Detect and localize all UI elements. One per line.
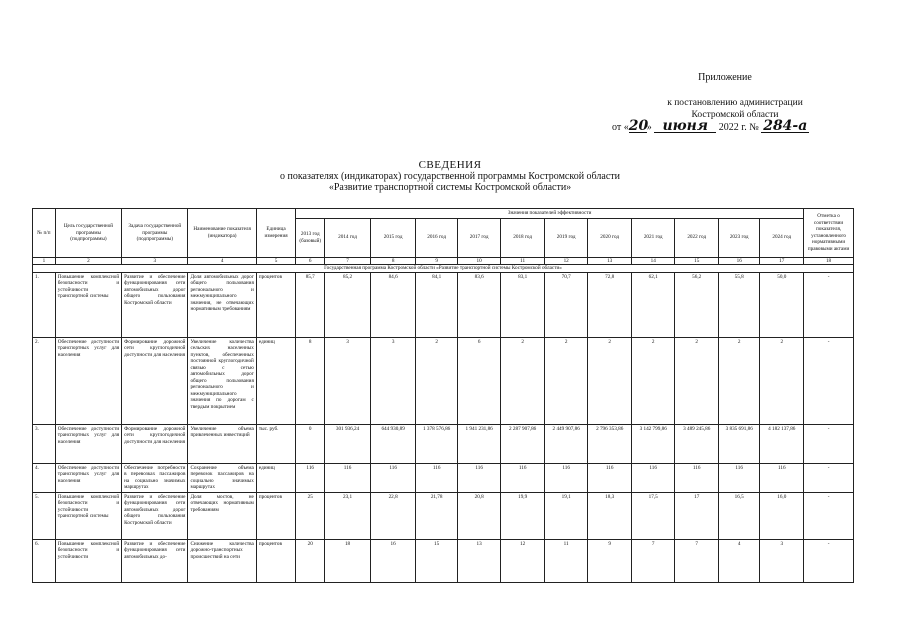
col-header-goal: Цель государственной программы (подпрограммы): [55, 209, 121, 258]
value-cell: 116: [760, 463, 804, 492]
column-number-cell: 2: [55, 257, 121, 265]
col-header-indicator: Наименование показателя (индикатора): [188, 209, 256, 258]
date-month: июня: [654, 120, 716, 133]
note-cell: -: [804, 337, 854, 424]
column-number-cell: 3: [122, 257, 188, 265]
program-name: «Развитие транспортной системы Костромской области»: [328, 182, 572, 193]
value-cell: 12: [501, 539, 545, 582]
column-number-cell: 1: [33, 257, 56, 265]
col-header-year: 2013 год (базовый): [296, 218, 325, 257]
unit-cell: единиц: [256, 463, 295, 492]
value-cell: 85,7: [296, 272, 325, 337]
column-number-cell: 14: [631, 257, 675, 265]
value-cell: 116: [675, 463, 719, 492]
column-number-cell: 16: [718, 257, 759, 265]
value-cell: 116: [416, 463, 457, 492]
table-row: [33, 337, 854, 424]
column-number-cell: 11: [501, 257, 545, 265]
column-number-cell: 10: [457, 257, 501, 265]
value-cell: 2: [760, 337, 804, 424]
document-number: 284-а: [763, 118, 808, 134]
header-row-group: [33, 209, 854, 219]
task-cell: Развитие и обеспечение функционирования сети автомобильных дорог общего пользования Костромской области: [122, 492, 188, 539]
note-cell: -: [804, 492, 854, 539]
goal-cell: Повышение комплексной безопасности и устойчивости транспортной системы: [55, 272, 121, 337]
value-cell: 3: [325, 337, 371, 424]
date-mid: »: [646, 122, 652, 133]
col-header-year: 2015 год: [370, 218, 416, 257]
task-cell: Развитие и обеспечение функционирования сети автомобильных до-: [122, 539, 188, 582]
value-cell: 7: [675, 539, 719, 582]
value-cell: 1 941 231,86: [457, 424, 501, 463]
page-bottom-cut: [0, 628, 900, 639]
value-cell: 7: [631, 539, 675, 582]
column-number-cell: 18: [804, 257, 854, 265]
resolution-authority: Костромской области: [691, 110, 779, 120]
value-cell: 3: [370, 337, 416, 424]
value-cell: 3 489 245,86: [675, 424, 719, 463]
column-number-cell: 12: [544, 257, 588, 265]
col-header-task: Задача государственной программы (подпрограммы): [122, 209, 188, 258]
unit-cell: единиц: [256, 337, 295, 424]
col-header-year: 2020 год: [588, 218, 632, 257]
column-number-cell: 7: [325, 257, 371, 265]
value-cell: 72,8: [588, 272, 632, 337]
value-cell: 6: [457, 337, 501, 424]
value-cell: 2 287 907,86: [501, 424, 545, 463]
value-cell: 11: [544, 539, 588, 582]
value-cell: 4 182 137,86: [760, 424, 804, 463]
value-cell: 2: [675, 337, 719, 424]
column-number-cell: 5: [256, 257, 295, 265]
column-number-cell: 6: [296, 257, 325, 265]
document-title: СВЕДЕНИЯ: [418, 159, 482, 171]
value-cell: 116: [325, 463, 371, 492]
col-header-year: 2014 год: [325, 218, 371, 257]
task-cell: Обеспечение потребности в перевозках пассажиров на социально значимых маршрутах: [122, 463, 188, 492]
value-cell: 84,6: [370, 272, 416, 337]
unit-cell: процентов: [256, 272, 295, 337]
indicator-cell: Доля мостов, не отвечающих нормативным требованиям: [188, 492, 256, 539]
value-cell: 116: [296, 463, 325, 492]
value-cell: 55,8: [718, 272, 759, 337]
date-year: 2022 г. №: [718, 122, 759, 133]
value-cell: 2: [718, 337, 759, 424]
col-header-unit: Единица измерения: [256, 209, 295, 258]
table-row: [33, 272, 854, 337]
row-number-cell: 6.: [33, 539, 56, 582]
value-cell: 9: [588, 539, 632, 582]
value-cell: 3 142 799,86: [631, 424, 675, 463]
date-prefix: от «: [612, 122, 629, 133]
value-cell: 56,2: [675, 272, 719, 337]
value-cell: 21,78: [416, 492, 457, 539]
value-cell: 13: [457, 539, 501, 582]
value-cell: 20,8: [457, 492, 501, 539]
task-cell: Формирование дорожной сети круглогодичной доступности для населения: [122, 337, 188, 424]
col-header-note: Отметка о соответствии показателя, установленного нормативными правовыми актами: [804, 209, 854, 258]
table-row: [33, 424, 854, 463]
value-cell: 116: [501, 463, 545, 492]
value-cell: 2: [544, 337, 588, 424]
value-cell: 2: [501, 337, 545, 424]
col-header-year: 2024 год: [760, 218, 804, 257]
value-cell: 2 449 907,86: [544, 424, 588, 463]
goal-cell: Обеспечение доступности транспортных услуг для населения: [55, 424, 121, 463]
unit-cell: процентов: [256, 492, 295, 539]
value-cell: 16: [370, 539, 416, 582]
value-cell: 8: [296, 337, 325, 424]
program-row: [33, 265, 854, 273]
col-header-year: 2016 год: [416, 218, 457, 257]
value-cell: 15: [416, 539, 457, 582]
value-cell: 17: [675, 492, 719, 539]
indicators-table: [32, 208, 854, 583]
value-cell: 22,8: [370, 492, 416, 539]
value-cell: 116: [631, 463, 675, 492]
note-cell: -: [804, 539, 854, 582]
col-header-year: 2023 год: [718, 218, 759, 257]
value-cell: 16,5: [718, 492, 759, 539]
value-cell: 17,5: [631, 492, 675, 539]
col-header-year: 2017 год: [457, 218, 501, 257]
row-number-cell: 4.: [33, 463, 56, 492]
value-cell: 18,3: [588, 492, 632, 539]
row-number-cell: 3.: [33, 424, 56, 463]
note-cell: -: [804, 424, 854, 463]
value-cell: 20: [296, 539, 325, 582]
note-cell: -: [804, 272, 854, 337]
value-cell: 19,1: [544, 492, 588, 539]
value-cell: 25: [296, 492, 325, 539]
date-day: 20: [628, 118, 649, 134]
value-cell: 83,1: [501, 272, 545, 337]
task-cell: Развитие и обеспечение функционирования сети автомобильных дорог общего пользования Костромской области: [122, 272, 188, 337]
resolution-date-line: [612, 120, 872, 133]
value-cell: 23,1: [325, 492, 371, 539]
note-cell: -: [804, 463, 854, 492]
goal-cell: Повышение комплексной безопасности и устойчивости транспортной системы: [55, 492, 121, 539]
goal-cell: Повышение комплексной безопасности и устойчивости: [55, 539, 121, 582]
value-cell: 83,6: [457, 272, 501, 337]
value-cell: 116: [588, 463, 632, 492]
value-cell: 18: [325, 539, 371, 582]
row-number-cell: 5.: [33, 492, 56, 539]
column-number-cell: 8: [370, 257, 416, 265]
value-cell: 3 835 691,86: [718, 424, 759, 463]
column-number-cell: 15: [675, 257, 719, 265]
value-cell: 301 936,24: [325, 424, 371, 463]
col-header-year: 2022 год: [675, 218, 719, 257]
col-header-year: 2018 год: [501, 218, 545, 257]
value-cell: 116: [457, 463, 501, 492]
col-header-num: № п/п: [33, 209, 56, 258]
goal-cell: Обеспечение доступности транспортных услуг для населения: [55, 463, 121, 492]
col-header-values-group: Значения показателей эффективности: [296, 209, 804, 219]
indicator-cell: Снижение количества дорожно-транспортных происшествий на сети: [188, 539, 256, 582]
column-number-cell: 9: [416, 257, 457, 265]
value-cell: 16,0: [760, 492, 804, 539]
value-cell: 644 930,89: [370, 424, 416, 463]
value-cell: 116: [370, 463, 416, 492]
col-header-year: 2019 год: [544, 218, 588, 257]
appendix-label: Приложение: [698, 72, 752, 83]
unit-cell: процентов: [256, 539, 295, 582]
value-cell: 2: [588, 337, 632, 424]
indicator-cell: Увеличение количества сельских населенных пунктов, обеспеченных постоянной круглогодичной связью с сетью автомобильных дорог общего пользования регионального и межмуниципального значения по дорогам с твердым покрытием: [188, 337, 256, 424]
value-cell: 2: [416, 337, 457, 424]
col-header-year: 2021 год: [631, 218, 675, 257]
resolution-reference: к постановлению администрации: [667, 98, 803, 108]
program-row-label: Государственная программа Костромской области «Развитие транспортной системы Костромской области»: [33, 265, 854, 273]
column-number-cell: 17: [760, 257, 804, 265]
column-number-cell: 13: [588, 257, 632, 265]
value-cell: 116: [544, 463, 588, 492]
value-cell: 116: [718, 463, 759, 492]
task-cell: Формирование дорожной сети круглогодичной доступности для населения: [122, 424, 188, 463]
unit-cell: тыс. руб.: [256, 424, 295, 463]
table-row: [33, 539, 854, 582]
value-cell: 1 378 576,86: [416, 424, 457, 463]
value-cell: 62,1: [631, 272, 675, 337]
value-cell: 50,0: [760, 272, 804, 337]
value-cell: 85,2: [325, 272, 371, 337]
column-number-row: [33, 257, 854, 265]
value-cell: 2: [631, 337, 675, 424]
table-row: [33, 492, 854, 539]
value-cell: 84,1: [416, 272, 457, 337]
row-number-cell: 2.: [33, 337, 56, 424]
value-cell: 3: [760, 539, 804, 582]
indicator-cell: Сохранение объема перевозок пассажиров на социально значимых маршрутах: [188, 463, 256, 492]
document-subtitle: о показателях (индикаторах) государственной программы Костромской области: [280, 171, 620, 182]
indicator-cell: Доля автомобильных дорог общего пользования регионального и межмуниципального значения, не отвечающих нормативным требованиям: [188, 272, 256, 337]
table-row: [33, 463, 854, 492]
value-cell: 2 796 353,86: [588, 424, 632, 463]
column-number-cell: 4: [188, 257, 256, 265]
row-number-cell: 1.: [33, 272, 56, 337]
goal-cell: Обеспечение доступности транспортных услуг для населения: [55, 337, 121, 424]
value-cell: 4: [718, 539, 759, 582]
value-cell: 70,7: [544, 272, 588, 337]
value-cell: 19,9: [501, 492, 545, 539]
indicator-cell: Увеличение объема привлеченных инвестиций: [188, 424, 256, 463]
value-cell: 0: [296, 424, 325, 463]
